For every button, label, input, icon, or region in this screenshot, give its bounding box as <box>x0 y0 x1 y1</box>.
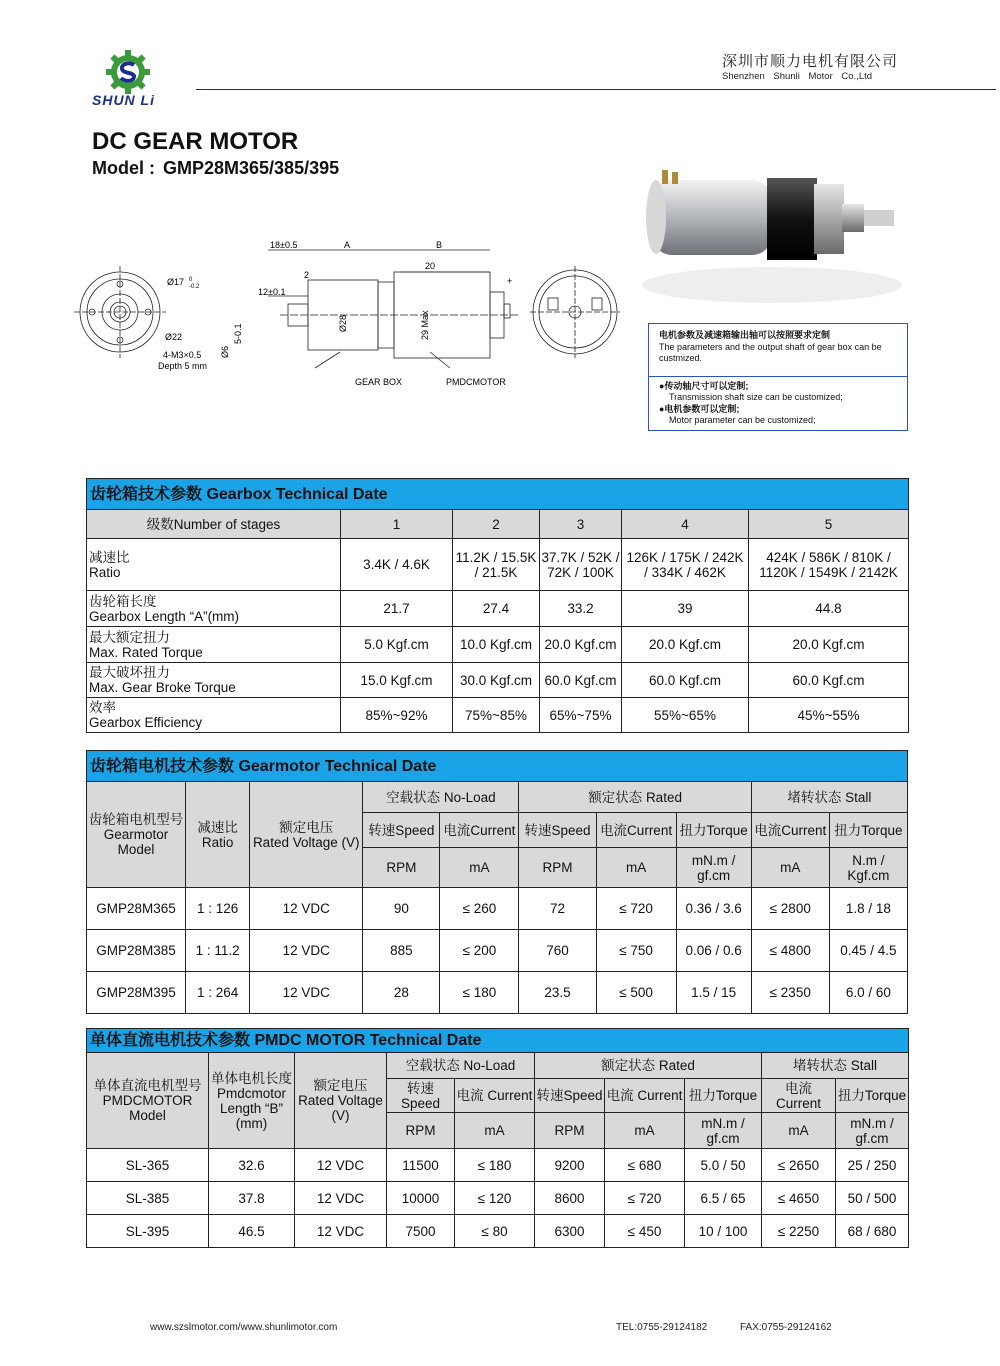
note-b2-cn: ●电机参数可以定制; <box>659 403 740 414</box>
group-stall: 堵转状态 Stall <box>751 782 907 813</box>
table-cell: 12 VDC <box>295 1182 387 1215</box>
row-label-en: Ratio <box>89 564 121 580</box>
col-ratio-en: Ratio <box>201 834 234 850</box>
table-cell: 12 VDC <box>250 888 363 930</box>
table-cell: 60.0 Kgf.cm <box>622 663 749 698</box>
footer-tel: TEL:0755-29124182 <box>616 1322 708 1333</box>
table-cell: 11500 <box>387 1149 455 1182</box>
col-voltage-en: Rated Voltage (V) <box>298 1093 383 1123</box>
sub-header: 电流Current <box>751 813 829 848</box>
unit-header: mN.m / gf.cm <box>685 1113 762 1149</box>
table-cell: ≤ 260 <box>440 888 519 930</box>
model-value: GMP28M365/385/395 <box>163 158 340 178</box>
table-cell: 20.0 Kgf.cm <box>540 627 622 663</box>
sub-header: 扭力Torque <box>829 813 907 848</box>
table-cell: 60.0 Kgf.cm <box>540 663 622 698</box>
dim-plus: + <box>507 276 513 286</box>
stage-5: 5 <box>749 510 909 539</box>
table-row <box>87 1182 909 1215</box>
table-cell: 30.0 Kgf.cm <box>453 663 540 698</box>
group-rated: 额定状态 Rated <box>535 1053 762 1079</box>
group-noload: 空载状态 No-Load <box>363 782 519 813</box>
table-cell: 126K / 175K / 242K / 334K / 462K <box>622 539 749 591</box>
sub-header: 扭力Torque <box>685 1079 762 1113</box>
table-row <box>87 698 909 733</box>
table-cell: 23.5 <box>519 972 596 1014</box>
dim-d5: 5-0.1 <box>233 323 243 344</box>
model-label: Model : <box>92 158 155 178</box>
table-cell: GMP28M385 <box>87 930 186 972</box>
sub-header: 电流 Current <box>455 1079 535 1113</box>
table-cell: ≤ 120 <box>455 1182 535 1215</box>
table-cell: ≤ 2650 <box>762 1149 836 1182</box>
table-row <box>87 972 908 1014</box>
gearbox-table-title: 齿轮箱技术参数 Gearbox Technical Date <box>87 479 909 510</box>
unit-header: mA <box>440 848 519 888</box>
sub-header: 转速Speed <box>535 1079 605 1113</box>
col-ratio-cn: 减速比 <box>197 819 238 835</box>
table-row <box>87 627 909 663</box>
table-cell: 11.2K / 15.5K / 21.5K <box>453 539 540 591</box>
dim-20: 20 <box>425 261 436 271</box>
col-length-en: Pmdcmotor Length “B” (mm) <box>216 1085 287 1131</box>
table-cell: 55%~65% <box>622 698 749 733</box>
pmdc-table <box>86 1028 909 1248</box>
table-cell: 65%~75% <box>540 698 622 733</box>
unit-header: RPM <box>535 1113 605 1149</box>
table-cell: 12 VDC <box>295 1215 387 1248</box>
unit-header: mA <box>762 1113 836 1149</box>
table-cell: 45%~55% <box>749 698 909 733</box>
unit-header: RPM <box>519 848 596 888</box>
table-cell: ≤ 720 <box>596 888 676 930</box>
table-cell: 28 <box>363 972 440 1014</box>
table-cell: 25 / 250 <box>836 1149 909 1182</box>
table-cell: 37.8 <box>209 1182 295 1215</box>
table-cell: ≤ 180 <box>455 1149 535 1182</box>
table-cell: 20.0 Kgf.cm <box>749 627 909 663</box>
table-cell: 6300 <box>535 1215 605 1248</box>
customization-note <box>648 323 908 431</box>
row-label-cn: 最大额定扭力 <box>89 629 170 645</box>
table-row <box>87 888 908 930</box>
table-cell: 90 <box>363 888 440 930</box>
page-title: DC GEAR MOTOR <box>92 128 299 155</box>
gearmotor-table-title: 齿轮箱电机技术参数 Gearmotor Technical Date <box>87 751 908 782</box>
table-cell: 21.7 <box>341 591 453 627</box>
dim-18: 18±0.5 <box>270 240 298 250</box>
dim-d22: Ø22 <box>165 332 183 342</box>
unit-header: mA <box>605 1113 685 1149</box>
sub-header: 转速Speed <box>363 813 440 848</box>
sub-header: 转速Speed <box>519 813 596 848</box>
sub-header: 扭力Torque <box>676 813 751 848</box>
unit-header: RPM <box>387 1113 455 1149</box>
dim-d6: Ø6 <box>220 345 230 358</box>
dim-depth: Depth 5 mm <box>158 361 208 371</box>
col-voltage-cn: 额定电压 <box>279 819 334 835</box>
unit-header: mA <box>455 1113 535 1149</box>
table-cell: 46.5 <box>209 1215 295 1248</box>
stage-2: 2 <box>453 510 540 539</box>
stage-1: 1 <box>341 510 453 539</box>
table-cell: 760 <box>519 930 596 972</box>
footer-fax: FAX:0755-29124162 <box>740 1322 832 1333</box>
unit-header: mA <box>751 848 829 888</box>
table-cell: 1.5 / 15 <box>676 972 751 1014</box>
table-row <box>87 663 909 698</box>
table-cell: 10000 <box>387 1182 455 1215</box>
table-cell: 6.5 / 65 <box>685 1182 762 1215</box>
table-cell: 885 <box>363 930 440 972</box>
table-cell: ≤ 2350 <box>751 972 829 1014</box>
col-model-en: Gearmotor Model <box>103 827 169 857</box>
table-cell: 12 VDC <box>295 1149 387 1182</box>
table-cell: 1 : 11.2 <box>186 930 250 972</box>
table-cell: ≤ 4800 <box>751 930 829 972</box>
model-line <box>92 158 347 179</box>
group-rated: 额定状态 Rated <box>519 782 751 813</box>
table-cell: 12 VDC <box>250 930 363 972</box>
table-cell: 0.36 / 3.6 <box>676 888 751 930</box>
row-label-cn: 效率 <box>89 700 116 715</box>
gearbox-label: GEAR BOX <box>355 377 403 387</box>
table-cell: ≤ 680 <box>605 1149 685 1182</box>
row-label-en: Max. Gear Broke Torque <box>89 680 236 695</box>
sub-header: 电流Current <box>596 813 676 848</box>
dim-d17-tol2: -0.2 <box>189 284 200 290</box>
table-row <box>87 1149 909 1182</box>
dim-B: B <box>436 240 443 250</box>
table-cell: ≤ 500 <box>596 972 676 1014</box>
dim-d28: Ø28 <box>338 314 348 332</box>
col-length-cn: 单体电机长度 <box>211 1070 292 1086</box>
dim-12: 12±0.1 <box>258 287 286 297</box>
group-noload: 空载状态 No-Load <box>387 1053 535 1079</box>
table-cell: 424K / 586K / 810K / 1120K / 1549K / 2142K <box>749 539 909 591</box>
table-cell: 44.8 <box>749 591 909 627</box>
sub-header: 电流 Current <box>605 1079 685 1113</box>
table-cell: ≤ 200 <box>440 930 519 972</box>
logo-text: SHUN Li <box>92 92 155 108</box>
col-voltage-cn: 额定电压 <box>313 1078 368 1093</box>
table-cell: 33.2 <box>540 591 622 627</box>
note-b1-en: Transmission shaft size can be customized; <box>669 392 843 402</box>
table-cell: SL-395 <box>87 1215 209 1248</box>
row-label-cn: 最大破坏扭力 <box>89 665 170 680</box>
table-cell: 27.4 <box>453 591 540 627</box>
table-cell: 20.0 Kgf.cm <box>622 627 749 663</box>
table-cell: ≤ 450 <box>605 1215 685 1248</box>
table-cell: 75%~85% <box>453 698 540 733</box>
row-label-en: Gearbox Efficiency <box>89 715 203 730</box>
col-model-cn: 单体直流电机型号 <box>93 1078 202 1093</box>
sub-header: 转速Speed <box>387 1079 455 1113</box>
row-label-en: Gearbox Length “A”(mm) <box>89 608 240 624</box>
dim-2: 2 <box>304 270 310 280</box>
table-cell: ≤ 180 <box>440 972 519 1014</box>
table-cell: GMP28M395 <box>87 972 186 1014</box>
sub-header: 电流 Current <box>762 1079 836 1113</box>
col-model-cn: 齿轮箱电机型号 <box>88 812 184 827</box>
group-stall: 堵转状态 Stall <box>762 1053 909 1079</box>
unit-header: mN.m / gf.cm <box>676 848 751 888</box>
stage-4: 4 <box>622 510 749 539</box>
footer-website: www.szslmotor.com/www.shunlimotor.com <box>150 1322 338 1333</box>
table-cell: ≤ 4650 <box>762 1182 836 1215</box>
table-cell: 32.6 <box>209 1149 295 1182</box>
header-divider <box>196 89 996 90</box>
dim-m3: 4-M3×0.5 <box>163 350 202 360</box>
table-cell: 60.0 Kgf.cm <box>749 663 909 698</box>
dim-d17: Ø17 <box>167 277 185 287</box>
dim-29max: 29 Max <box>420 310 430 340</box>
row-label-cn: 减速比 <box>89 549 130 565</box>
table-cell: ≤ 80 <box>455 1215 535 1248</box>
dimension-drawing <box>70 240 630 400</box>
dim-d17-tol: 0 <box>189 277 193 283</box>
table-cell: GMP28M365 <box>87 888 186 930</box>
table-cell: 68 / 680 <box>836 1215 909 1248</box>
pmdc-table-title: 单体直流电机技术参数 PMDC MOTOR Technical Date <box>87 1029 909 1053</box>
table-cell: SL-385 <box>87 1182 209 1215</box>
note-b1-cn: ●传动轴尺寸可以定制; <box>659 380 749 391</box>
table-cell: 39 <box>622 591 749 627</box>
table-cell: 6.0 / 60 <box>829 972 907 1014</box>
table-cell: SL-365 <box>87 1149 209 1182</box>
table-cell: 7500 <box>387 1215 455 1248</box>
table-cell: 1.8 / 18 <box>829 888 907 930</box>
table-cell: 12 VDC <box>250 972 363 1014</box>
table-cell: 5.0 Kgf.cm <box>341 627 453 663</box>
table-cell: ≤ 2250 <box>762 1215 836 1248</box>
table-cell: 72 <box>519 888 596 930</box>
row-label-cn: 齿轮箱长度 <box>89 593 157 609</box>
motor-label: PMDCMOTOR <box>446 377 506 387</box>
row-label-en: Max. Rated Torque <box>89 644 203 660</box>
sub-header: 扭力Torque <box>836 1079 909 1113</box>
table-cell: 9200 <box>535 1149 605 1182</box>
table-cell: ≤ 750 <box>596 930 676 972</box>
table-cell: 85%~92% <box>341 698 453 733</box>
unit-header: mA <box>596 848 676 888</box>
gearbox-table <box>86 478 909 733</box>
product-photo <box>632 150 918 316</box>
stage-label: 级数Number of stages <box>87 510 341 539</box>
table-cell: 3.4K / 4.6K <box>341 539 453 591</box>
table-cell: ≤ 720 <box>605 1182 685 1215</box>
unit-header: mN.m / gf.cm <box>836 1113 909 1149</box>
col-model-en: PMDCMOTOR Model <box>102 1093 193 1123</box>
table-cell: ≤ 2800 <box>751 888 829 930</box>
table-row <box>87 539 909 591</box>
table-cell: 1 : 264 <box>186 972 250 1014</box>
dim-A: A <box>344 240 351 250</box>
company-name-cn: 深圳市顺力电机有限公司 <box>722 53 899 70</box>
note-line1-en: The parameters and the output shaft of gear box can be custmized. <box>659 341 882 363</box>
table-row <box>87 591 909 627</box>
note-line1-cn: 电机参数及减速箱输出轴可以按照要求定制 <box>659 330 831 340</box>
stage-3: 3 <box>540 510 622 539</box>
table-cell: 0.06 / 0.6 <box>676 930 751 972</box>
col-voltage-en: Rated Voltage (V) <box>252 834 360 850</box>
table-row <box>87 930 908 972</box>
table-cell: 10 / 100 <box>685 1215 762 1248</box>
note-b2-en: Motor parameter can be customized; <box>669 415 816 425</box>
company-name-en: Shenzhen Shunli Motor Co.,Ltd <box>722 71 873 82</box>
sub-header: 电流Current <box>440 813 519 848</box>
table-cell: 5.0 / 50 <box>685 1149 762 1182</box>
table-cell: 50 / 500 <box>836 1182 909 1215</box>
unit-header: N.m / Kgf.cm <box>829 848 907 888</box>
gearmotor-table <box>86 750 908 1014</box>
table-cell: 1 : 126 <box>186 888 250 930</box>
table-cell: 15.0 Kgf.cm <box>341 663 453 698</box>
table-row <box>87 1215 909 1248</box>
table-cell: 0.45 / 4.5 <box>829 930 907 972</box>
unit-header: RPM <box>363 848 440 888</box>
table-cell: 10.0 Kgf.cm <box>453 627 540 663</box>
table-cell: 8600 <box>535 1182 605 1215</box>
table-cell: 37.7K / 52K / 72K / 100K <box>540 539 622 591</box>
